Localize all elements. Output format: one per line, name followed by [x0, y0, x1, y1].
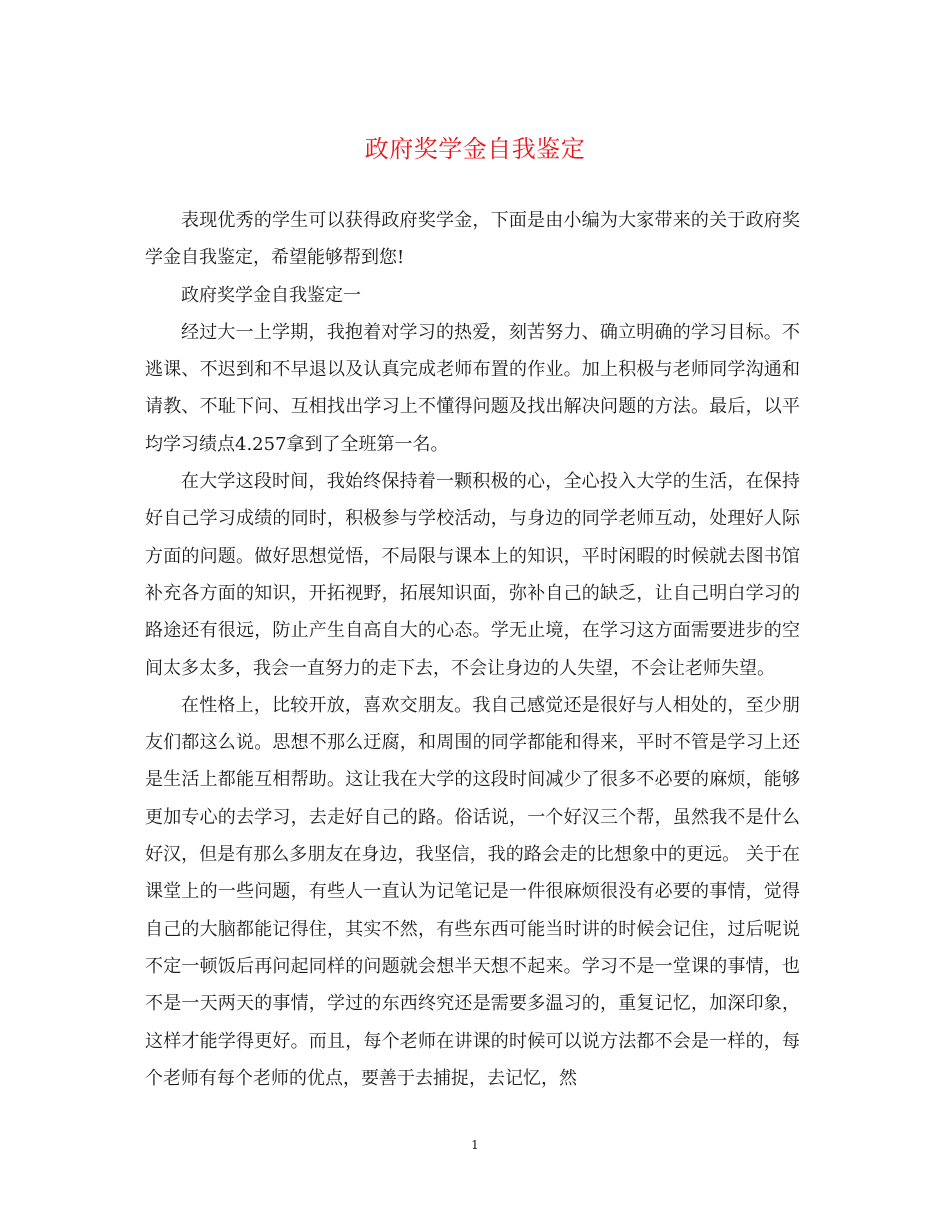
document-title: 政府奖学金自我鉴定 — [364, 135, 586, 163]
paragraph-study: 经过大一上学期，我抱着对学习的热爱，刻苦努力、确立明确的学习目标。不逃课、不迟到和不早退以及认真完成老师布置的作业。加上积极与老师同学沟通和请教、不耻下问、互相找出学习上不懂得问题及找出解决问题的方法。最后，以平均学习绩点4.257拿到了全班第一名。 — [145, 321, 800, 455]
page-number: 1 — [471, 1138, 479, 1152]
document-body — [145, 202, 800, 1097]
paragraph-campus-life: 在大学这段时间，我始终保持着一颗积极的心，全心投入大学的生活，在保持好自己学习成绩的同时，积极参与学校活动，与身边的同学老师互动，处理好人际方面的问题。做好思想觉悟，不局限与课本上的知识，平时闲暇的时候就去图书馆补充各方面的知识，开拓视野，拓展知识面，弥补自己的缺乏，让自己明白学习的路途还有很远，防止产生自高自大的心态。学无止境，在学习这方面需要进步的空间太多太多，我会一直努力的走下去，不会让身边的人失望，不会让老师失望。 — [145, 471, 800, 679]
section-heading: 政府奖学金自我鉴定一 — [181, 284, 361, 306]
paragraph-personality: 在性格上，比较开放，喜欢交朋友。我自己感觉还是很好与人相处的，至少朋友们都这么说。思想不那么迂腐，和周围的同学都能和得来，平时不管是学习上还是生活上都能互相帮助。这让我在大学的这段时间减少了很多不必要的麻烦，能够更加专心的去学习，去走好自己的路。俗话说，一个好汉三个帮，虽然我不是什么好汉，但是有那么多朋友在身边，我坚信，我的路会走的比想象中的更远。 关于在课堂上的一些问题，有些人一直认为记笔记是一件很麻烦很没有必要的事情，觉得自己的大脑都能记得住，其实不然，有些东西可能当时讲的时候会记住，过后呢说不定一顿饭后再问起同样的问题就会想半天想不起来。学习不是一堂课的事情，也不是一天两天的事情，学过的东西终究还是需要多温习的，重复记忆，加深印象，这样才能学得更好。而且，每个老师在讲课的时候可以说方法都不会是一样的，每个老师有每个老师的优点，要善于去捕捉，去记忆，然 — [145, 694, 800, 1089]
paragraph-intro: 表现优秀的学生可以获得政府奖学金，下面是由小编为大家带来的关于政府奖学金自我鉴定，希望能够帮到您! — [145, 210, 800, 269]
